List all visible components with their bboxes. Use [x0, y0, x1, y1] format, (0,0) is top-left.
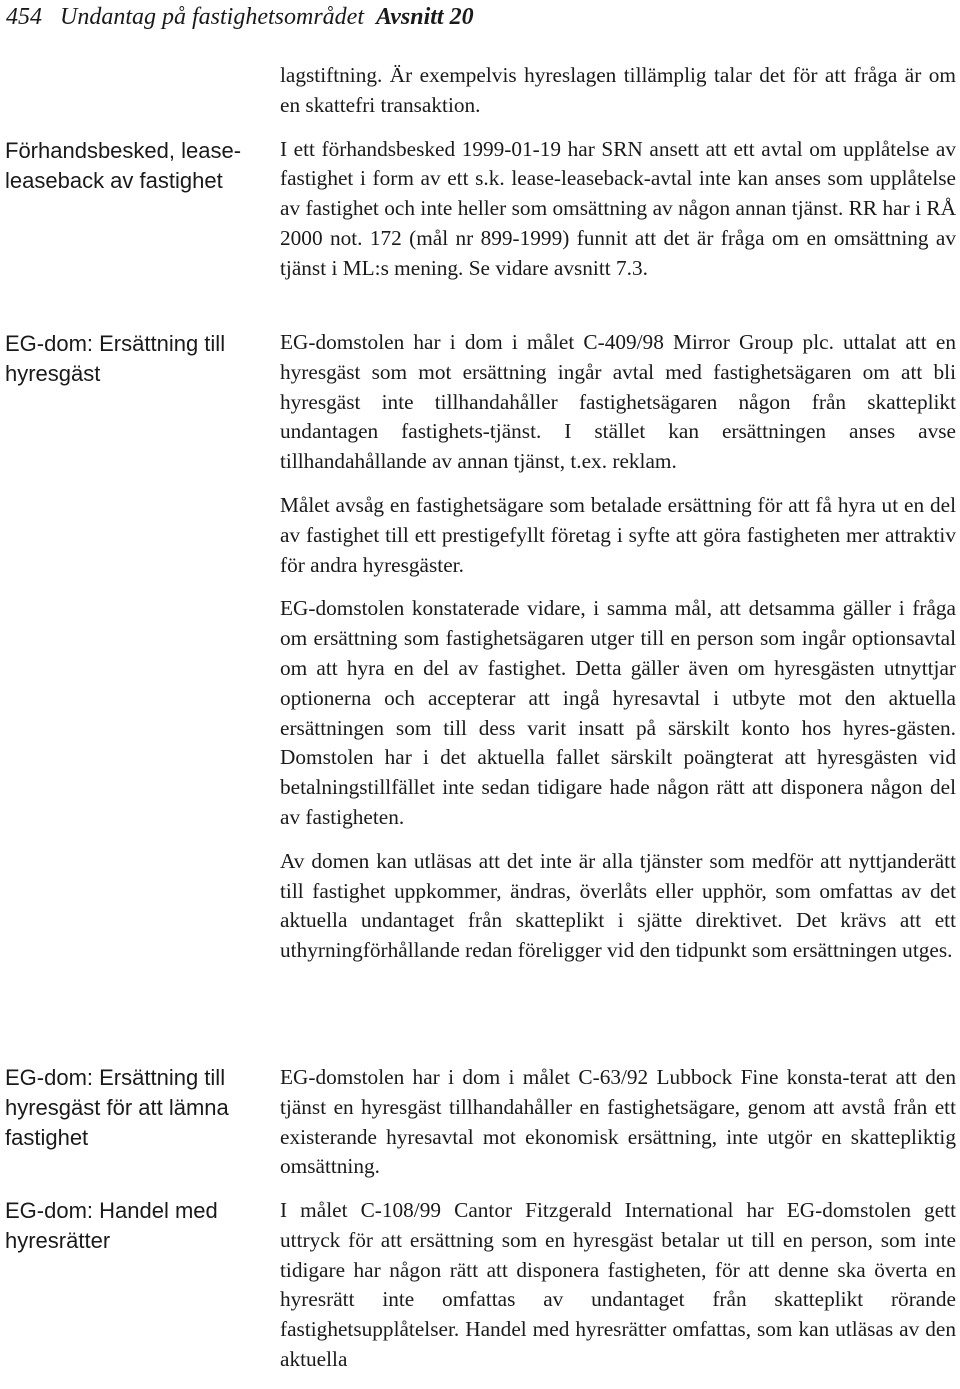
margin-note-lease-leaseback: Förhandsbesked, lease-leaseback av fastighet: [5, 138, 242, 193]
running-header: [6, 2, 474, 32]
paragraph: EG-domstolen har i dom i målet C-409/98 Mirror Group plc. uttalat att en hyresgäst som mot ersättning ingår avtal med fastighetsägaren om att bli hyresgäst inte tillhandahåller fastighetsägaren någon från skatteplikt undantagen fastighets-tjänst. I stället kan ersättningen anses avse tillhandahållande av annan tjänst, t.ex. reklam.: [280, 330, 956, 474]
paragraph: Målet avsåg en fastighetsägare som betalade ersättning för att få hyra ut en del av fastighet till ett prestigefyllt företag i syfte att göra fastigheten mer attraktiv för andra hyresgäster.: [280, 492, 956, 577]
header-title: Undantag på fastighetsområdet: [60, 4, 364, 30]
body-block-3: [280, 1063, 956, 1196]
margin-note-handel-hyresratter: EG-dom: Handel med hyresrätter: [5, 1198, 218, 1253]
page-number: 454: [6, 4, 42, 30]
paragraph: I ett förhandsbesked 1999-01-19 har SRN ansett att ett avtal om upplåtelse av fastighet i form av ett s.k. lease-leaseback-avtal inte kan anses som upplåtelse av fastighet och inte heller som omsättning av någon annan tjänst. RR har i RÅ 2000 not. 172 (mål nr 899-1999) funnit att det är fråga om en omsättning av tjänst i ML:s mening. Se vidare avsnitt 7.3.: [280, 136, 956, 280]
paragraph: EG-domstolen har i dom i målet C-63/92 Lubbock Fine konsta-terat att den tjänst en hyresgäst tillhandahåller en fastighetsägare, genom att avstå från ett existerande hyresavtal mot ekonomisk ersättning, inte utgör en skattepliktig omsättning.: [280, 1065, 956, 1179]
paragraph: I målet C-108/99 Cantor Fitzgerald International har EG-domstolen gett uttryck för att ersättning som en hyresgäst betalar ut till en person, som inte tidigare har någon rätt att disponera fastigheten, för att denne ska överta en hyresrätt inte omfattas av undantaget från skatteplikt rörande fastighetsupplåtelser. Handel med hyresrätter omfattas, som kan utläsas av den aktuella: [280, 1198, 956, 1371]
body-block-4: [280, 1196, 956, 1389]
body-block-1: [280, 61, 956, 298]
margin-note-lamna-fastighet: EG-dom: Ersättning till hyresgäst för att lämna fastighet: [5, 1065, 229, 1150]
paragraph: EG-domstolen konstaterade vidare, i samma mål, att detsamma gäller i fråga om ersättning som fastighetsägaren utger till en person som ingår optionsavtal om att hyra en del av fastighet. Detta gäller även om hyresgästen utnyttjar optionerna och accepterar att ingå hyresavtal i utbyte mot den aktuella ersättningen som till dess varit insatt på särskilt konto hos hyres-gästen. Domstolen har i det aktuella fallet särskilt poängterat att hyresgästen vid betalningstillfället inte sedan tidigare hade någon rätt att disponera någon del av fastigheten.: [280, 596, 956, 829]
body-block-2: [280, 328, 956, 980]
header-section: Avsnitt 20: [376, 4, 474, 30]
paragraph: lagstiftning. Är exempelvis hyreslagen tillämplig talar det för att fråga är om en skattefri transaktion.: [280, 63, 956, 117]
paragraph: Av domen kan utläsas att det inte är alla tjänster som medför att nyttjanderätt till fastighet uppkommer, ändras, överlåts eller upphör, som omfattas av det aktuella undantaget från skatteplikt i sjätte direktivet. Det krävs att ett uthyrningförhållande redan föreligger vid den tidpunkt som ersättningen utges.: [280, 848, 956, 963]
margin-note-ersattning-hyresgast: EG-dom: Ersättning till hyresgäst: [5, 331, 226, 386]
